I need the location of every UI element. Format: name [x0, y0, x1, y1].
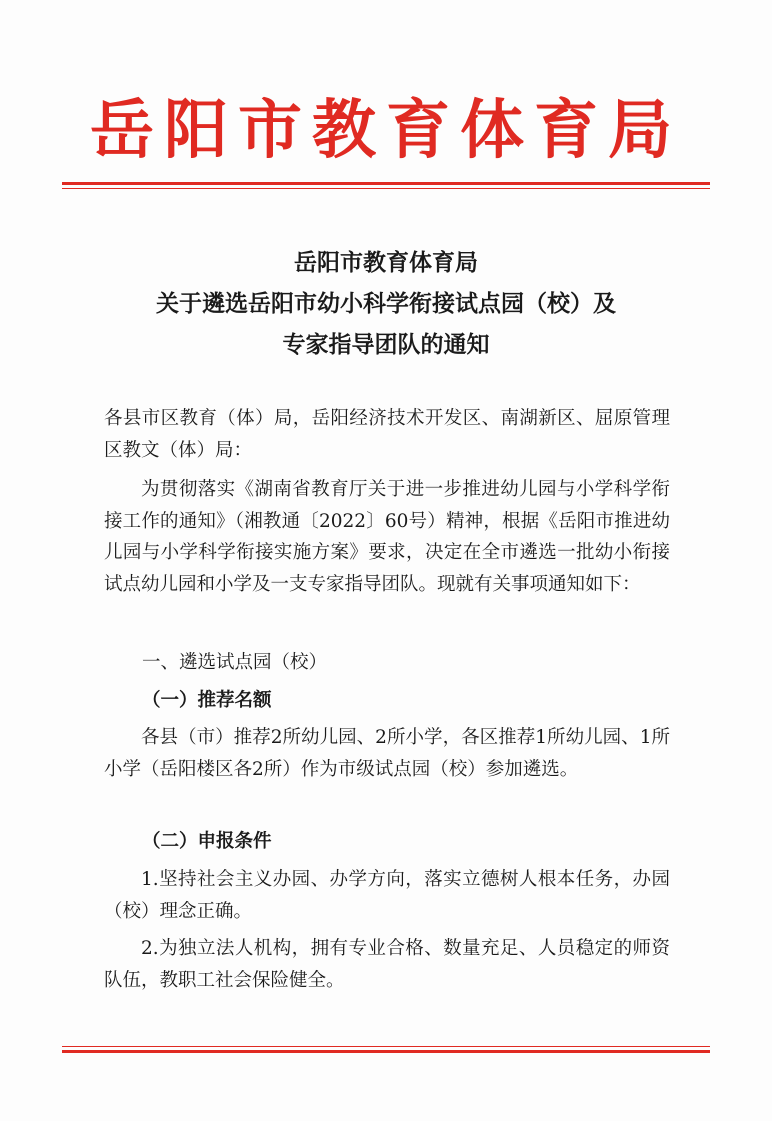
document-title-line-1: 岳阳市教育体育局	[294, 249, 478, 276]
condition-1-paragraph: 1.坚持社会主义办园、办学方向，落实立德树人根本任务，办园（校）理念正确。	[104, 869, 670, 922]
condition-2-paragraph: 2.为独立法人机构，拥有专业合格、数量充足、人员稳定的师资队伍，教职工社会保险健全。	[104, 938, 670, 991]
document-title-line-3: 专家指导团队的通知	[282, 331, 490, 358]
document-title-line-2: 关于遴选岳阳市幼小科学衔接试点园（校）及	[156, 290, 616, 317]
subsection-heading-quota: （一）推荐名额	[142, 690, 272, 711]
red-rule-top-thin	[62, 188, 710, 189]
red-rule-top-thick	[62, 182, 710, 185]
red-rule-bottom-thin	[62, 1046, 710, 1047]
addressee-paragraph: 各县市区教育（体）局，岳阳经济技术开发区、南湖新区、屈原管理区教文（体）局：	[104, 408, 670, 461]
section-heading-1: 一、遴选试点园（校）	[142, 652, 328, 673]
letterhead-org-name: 岳阳市教育体育局	[90, 93, 682, 168]
red-rule-bottom-thick	[62, 1050, 710, 1053]
subsection-heading-conditions: （二）申报条件	[142, 831, 272, 852]
intro-paragraph: 为贯彻落实《湖南省教育厅关于进一步推进幼儿园与小学科学衔接工作的通知》（湘教通〔2022〕60号）精神，根据《岳阳市推进幼儿园与小学科学衔接实施方案》要求，决定在全市遴选一批幼小衔接试点幼儿园和小学及一支专家指导团队。现就有关事项通知如下：	[104, 479, 670, 595]
quota-paragraph: 各县（市）推荐2所幼儿园、2所小学，各区推荐1所幼儿园、1所小学（岳阳楼区各2所）作为市级试点园（校）参加遴选。	[104, 727, 670, 780]
